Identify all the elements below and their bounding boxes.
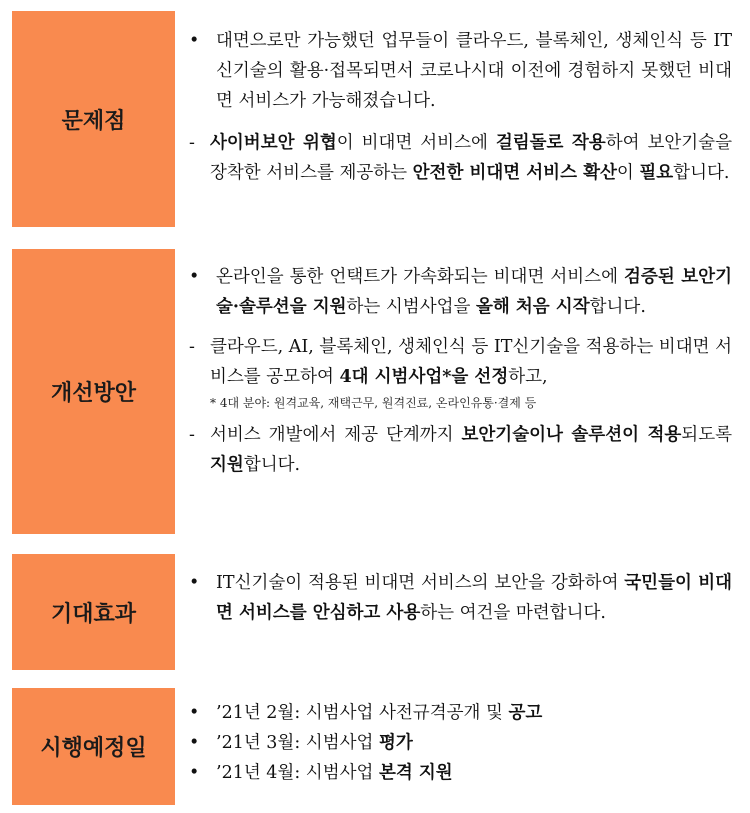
section-schedule bbox=[0, 684, 750, 809]
dash-marker: - bbox=[189, 425, 195, 445]
list-item bbox=[189, 332, 732, 392]
emphasis-text: 지원 bbox=[210, 455, 244, 475]
list-item bbox=[189, 26, 732, 116]
list-item bbox=[189, 568, 732, 628]
list-item bbox=[189, 728, 732, 758]
list-item bbox=[189, 420, 732, 480]
text-run: 하는 시범사업을 bbox=[346, 297, 476, 317]
text-run: 하여 보안기술을 장착한 서비스를 제공하는 bbox=[210, 133, 732, 183]
section-effect bbox=[0, 548, 750, 676]
emphasis-text: 4대 시범사업*을 선정 bbox=[339, 367, 509, 387]
section-label bbox=[12, 11, 175, 227]
dash-marker: - bbox=[189, 133, 195, 153]
section-improvement bbox=[0, 238, 750, 540]
text-run: IT신기술이 적용된 비대면 서비스의 보안을 강화하여 bbox=[216, 573, 625, 593]
section-problem bbox=[0, 0, 750, 232]
text-run: 클라우드, AI, 블록체인, 생체인식 등 IT신기술을 적용하는 비대면 서비스를 공모하여 bbox=[210, 337, 732, 387]
dash-marker: - bbox=[189, 337, 195, 357]
section-body bbox=[189, 568, 732, 628]
section-label-text: 문제점 bbox=[61, 108, 126, 134]
text-run: 하는 여건을 마련합니다. bbox=[420, 603, 606, 623]
emphasis-text: 평가 bbox=[378, 733, 413, 753]
emphasis-text: 올해 처음 시작 bbox=[476, 297, 590, 317]
bullet-marker: • bbox=[189, 733, 200, 753]
item-text bbox=[210, 420, 732, 480]
emphasis-text: 안전한 비대면 서비스 확산 bbox=[412, 163, 617, 183]
item-text bbox=[216, 758, 732, 788]
emphasis-text: 사이버보안 위협 bbox=[210, 133, 337, 153]
list-item bbox=[189, 128, 732, 188]
text-run: 하고, bbox=[508, 367, 548, 387]
item-text bbox=[210, 332, 732, 392]
list-item bbox=[189, 758, 732, 788]
section-label bbox=[12, 554, 175, 670]
text-run: ’21년 2월: 시범사업 사전규격공개 및 bbox=[216, 703, 509, 723]
bullet-marker: • bbox=[189, 573, 200, 593]
text-run: 서비스 개발에서 제공 단계까지 bbox=[210, 425, 462, 445]
text-run: 이 비대면 서비스에 bbox=[336, 133, 496, 153]
section-label bbox=[12, 249, 175, 534]
item-text bbox=[216, 728, 732, 758]
item-text bbox=[216, 568, 732, 628]
item-text bbox=[216, 26, 732, 116]
text-run: ’21년 4월: 시범사업 bbox=[216, 763, 379, 783]
bullet-marker: • bbox=[189, 267, 200, 287]
text-run: 대면으로만 가능했던 업무들이 클라우드, 블록체인, 생체인식 등 IT신기술의 활용·접목되면서 코로나시대 이전에 경험하지 못했던 비대면 서비스가 가능해졌습니다. bbox=[216, 31, 732, 111]
section-body bbox=[189, 262, 732, 480]
text-run: ’21년 3월: 시범사업 bbox=[216, 733, 379, 753]
footnote: * 4대 분야: 원격교육, 재택근무, 원격진료, 온라인유통·결제 등 bbox=[210, 396, 537, 410]
section-label bbox=[12, 688, 175, 805]
emphasis-text: 본격 지원 bbox=[378, 763, 453, 783]
bullet-marker: • bbox=[189, 31, 200, 51]
text-run: 되도록 bbox=[681, 425, 733, 445]
emphasis-text: 걸림돌로 작용 bbox=[495, 133, 606, 153]
section-label-text: 시행예정일 bbox=[40, 736, 147, 761]
section-label-text: 개선방안 bbox=[50, 381, 136, 406]
emphasis-text: 공고 bbox=[508, 703, 543, 723]
emphasis-text: 보안기술이나 솔루션이 적용 bbox=[461, 425, 682, 445]
text-run: 합니다. bbox=[243, 455, 301, 475]
section-label-text: 기대효과 bbox=[50, 601, 136, 627]
emphasis-text: 필요 bbox=[639, 163, 674, 183]
emphasis-text: 검증된 보안기술·솔루션을 지원 bbox=[216, 267, 732, 317]
list-item bbox=[189, 698, 732, 728]
item-text bbox=[216, 698, 732, 728]
item-text bbox=[210, 128, 732, 188]
section-body bbox=[189, 26, 732, 188]
item-text bbox=[216, 262, 732, 322]
list-item bbox=[189, 262, 732, 322]
emphasis-text: 국민들이 비대면 서비스를 안심하고 사용 bbox=[216, 573, 733, 623]
text-run: 이 bbox=[616, 163, 640, 183]
bullet-marker: • bbox=[189, 763, 200, 783]
section-body bbox=[189, 698, 732, 788]
bullet-marker: • bbox=[189, 703, 200, 723]
text-run: 합니다. bbox=[673, 163, 730, 183]
text-run: 온라인을 통한 언택트가 가속화되는 비대면 서비스에 bbox=[216, 267, 625, 287]
text-run: 합니다. bbox=[589, 297, 646, 317]
